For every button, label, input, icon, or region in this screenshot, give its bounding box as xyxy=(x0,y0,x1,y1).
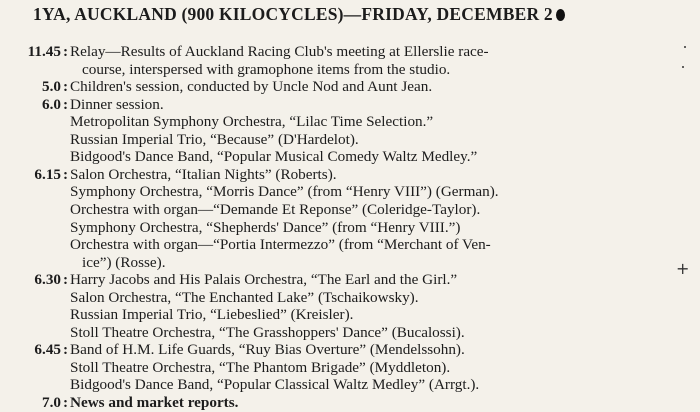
programme-time: 5.0 xyxy=(42,78,61,96)
programme-row xyxy=(0,61,700,79)
programme-item: Salon Orchestra, “Italian Nights” (Roberts). xyxy=(70,165,337,183)
ink-blot xyxy=(556,9,565,21)
programme-row xyxy=(0,113,700,131)
programme-item: Bidgood's Dance Band, “Popular Classical Waltz Medley” (Arrgt.). xyxy=(70,376,480,394)
time-separator: : xyxy=(63,95,69,113)
programme-item: Harry Jacobs and His Palais Orchestra, “The Earl and the Girl.” xyxy=(70,271,458,289)
programme-item: Stoll Theatre Orchestra, “The Grasshoppers' Dance” (Bucalossi). xyxy=(70,323,465,341)
programme-item: Orchestra with organ—“Portia Intermezzo” (from “Merchant of Ven- xyxy=(70,236,491,254)
programme-item: Metropolitan Symphony Orchestra, “Lilac Time Selection.” xyxy=(70,113,434,131)
programme-row xyxy=(0,131,700,149)
time-separator: : xyxy=(63,341,69,359)
programme-row xyxy=(0,78,700,96)
programme-time: 6.30 xyxy=(34,271,61,289)
programme-time: 7.0 xyxy=(42,394,61,411)
programme-row xyxy=(0,183,700,201)
header-title: 1YA, AUCKLAND (900 KILOCYCLES)—FRIDAY, DECEMBER 2 xyxy=(33,4,553,24)
programme-item: Children's session, conducted by Uncle Nod and Aunt Jean. xyxy=(70,78,433,96)
programme-row xyxy=(0,96,700,114)
programme-item: Stoll Theatre Orchestra, “The Phantom Brigade” (Myddleton). xyxy=(70,358,451,376)
programme-item: Dinner session. xyxy=(70,95,164,113)
speck xyxy=(682,66,684,68)
time-separator: : xyxy=(63,43,69,60)
programme-row xyxy=(0,254,700,272)
programme-item: course, interspersed with gramophone items from the studio. xyxy=(82,60,451,78)
programme-time: 6.45 xyxy=(34,341,61,359)
time-separator: : xyxy=(63,271,69,289)
programme-item: Symphony Orchestra, “Morris Dance” (from “Henry VIII”) (German). xyxy=(70,183,499,201)
programme-item: Relay—Results of Auckland Racing Club's meeting at Ellerslie race- xyxy=(70,43,489,60)
programme-row xyxy=(0,43,700,61)
programme-row xyxy=(0,359,700,377)
programme-row xyxy=(0,148,700,166)
programme-time: 11.45 xyxy=(27,43,61,60)
programme-header xyxy=(33,4,673,25)
programme-time: 6.0 xyxy=(42,95,61,113)
programme-item: Russian Imperial Trio, “Because” (D'Hardelot). xyxy=(70,130,359,148)
programme-item: Orchestra with organ—“Demande Et Reponse” (Coleridge-Taylor). xyxy=(70,200,481,218)
programme-row xyxy=(0,324,700,342)
programme-item: News and market reports. xyxy=(70,394,239,411)
programme-item: Russian Imperial Trio, “Liebeslied” (Kreisler). xyxy=(70,306,354,324)
programme-row xyxy=(0,271,700,289)
programme-row xyxy=(0,341,700,359)
programme-item: Symphony Orchestra, “Shepherds' Dance” (from “Henry VIII.”) xyxy=(70,218,461,236)
programme-row xyxy=(0,236,700,254)
programme-time: 6.15 xyxy=(34,165,61,183)
programme-item: Bidgood's Dance Band, “Popular Musical Comedy Waltz Medley.” xyxy=(70,148,478,166)
pencil-mark: + xyxy=(676,259,690,278)
programme-item: ice”) (Rosse). xyxy=(82,253,166,271)
programme-row xyxy=(0,289,700,307)
programme-row xyxy=(0,201,700,219)
programme-item: Band of H.M. Life Guards, “Ruy Bias Overture” (Mendelssohn). xyxy=(70,341,465,359)
time-separator: : xyxy=(63,165,69,183)
time-separator: : xyxy=(63,394,69,411)
programme-item: Salon Orchestra, “The Enchanted Lake” (Tschaikowsky). xyxy=(70,288,419,306)
programme-row xyxy=(0,166,700,184)
programme-row xyxy=(0,394,700,412)
programme-row xyxy=(0,219,700,237)
programme-row xyxy=(0,306,700,324)
time-separator: : xyxy=(63,78,69,96)
programme-row xyxy=(0,376,700,394)
speck xyxy=(684,46,686,48)
